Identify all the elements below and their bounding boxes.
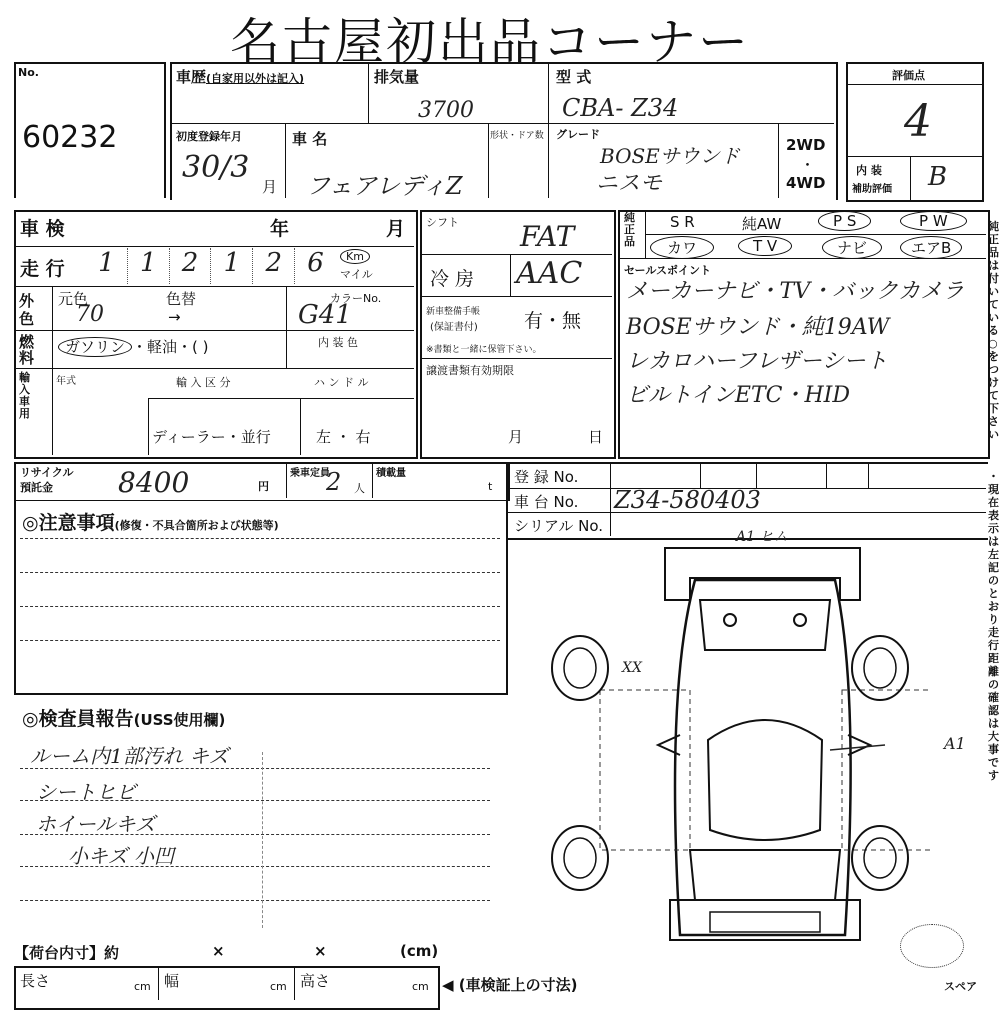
roof-outline xyxy=(708,720,822,840)
trunk-line xyxy=(700,600,830,650)
mileage-digits xyxy=(86,248,336,284)
dims-length-unit: cm xyxy=(134,980,151,993)
seats-unit: 人 xyxy=(354,482,365,495)
ruled-line xyxy=(20,606,500,607)
divider xyxy=(756,462,757,488)
import-label: 輸入車用 xyxy=(19,371,30,420)
mileage-label: 走 行 xyxy=(20,258,65,280)
dims-width-label: 幅 xyxy=(164,972,180,990)
spare-circle xyxy=(900,924,964,968)
divider xyxy=(645,234,986,235)
interior-label2: 補助評価 xyxy=(852,184,892,195)
divider xyxy=(700,462,701,488)
divider xyxy=(294,966,295,1000)
dims-note: ◀ (車検証上の寸法) xyxy=(442,976,578,994)
import-year-label: 年式 xyxy=(56,376,76,387)
caution-heading xyxy=(22,508,279,535)
import-kubun-value: ディーラー・並行 xyxy=(152,428,271,446)
divider xyxy=(372,462,373,498)
divider xyxy=(868,462,869,488)
ruled-line xyxy=(20,572,500,573)
displacement-label: 排気量 xyxy=(374,68,420,86)
ext-color-label: 外色 xyxy=(19,292,35,328)
fuel-other: ・軽油・( ) xyxy=(132,338,209,356)
sales-label: セールスポイント xyxy=(624,264,712,277)
hood xyxy=(690,850,840,900)
transfer-month: 月 xyxy=(508,428,524,446)
car-body xyxy=(675,580,851,935)
report-heading xyxy=(22,704,225,731)
manual-note: ※書類と一緒に保管下さい。 xyxy=(426,345,542,355)
model-value: CBA- Z34 xyxy=(562,94,679,122)
manual-label2: (保証書付) xyxy=(430,322,478,333)
divider xyxy=(778,123,779,198)
divider xyxy=(148,398,149,455)
ruled-line xyxy=(262,752,263,928)
mileage-digit: 1 xyxy=(86,248,128,284)
divider xyxy=(848,84,982,85)
report-label: ◎検査員報告 xyxy=(22,708,134,730)
displacement-value: 3700 xyxy=(418,98,474,123)
report-line: シートヒビ xyxy=(36,780,136,804)
tail-light xyxy=(724,614,736,626)
model-label: 型 式 xyxy=(556,68,592,86)
car-name-value: フェアレディZ xyxy=(306,172,463,200)
handle-label: ハ ン ド ル xyxy=(314,376,369,389)
divider xyxy=(148,398,414,399)
interior-color-label: 内 装 色 xyxy=(318,336,358,349)
sales-line: メーカーナビ・TV・バックカメラ xyxy=(626,279,965,304)
dims-width-unit: cm xyxy=(270,980,287,993)
mileage-digit: 2 xyxy=(170,248,212,284)
annotation-mark xyxy=(830,745,885,750)
shift-value: FAT xyxy=(520,220,575,253)
recycle-value: 8400 xyxy=(118,466,190,499)
wheel-rear-right-inner xyxy=(864,648,896,688)
dims-length-label: 長さ xyxy=(20,972,51,990)
seats-value: 2 xyxy=(326,468,342,496)
equip-sr: S R xyxy=(670,213,695,231)
inspection-year: 年 xyxy=(270,218,290,240)
divider xyxy=(14,286,414,287)
manual-label1: 新車整備手帳 xyxy=(426,307,481,317)
interior-label: 内 装 xyxy=(856,164,882,177)
tail-light xyxy=(794,614,806,626)
equip-ps: P S xyxy=(818,211,871,231)
dims-height-unit: cm xyxy=(412,980,429,993)
mileage-digit: 1 xyxy=(211,248,253,284)
lot-number: 60232 xyxy=(22,120,118,155)
divider xyxy=(170,123,834,124)
report-line: ホイールキズ xyxy=(36,812,156,836)
drive-dot: ・ xyxy=(800,156,816,174)
sales-line: ビルトインETC・HID xyxy=(626,383,850,408)
divider xyxy=(14,368,414,369)
score-label: 評価点 xyxy=(892,69,925,82)
caution-label: ◎注意事項 xyxy=(22,512,115,534)
wheel-rear-left xyxy=(552,636,608,700)
grille xyxy=(710,912,820,932)
diagram-note-left: XX xyxy=(622,660,642,676)
divider xyxy=(510,254,511,296)
wheel-front-right xyxy=(852,826,908,890)
divider xyxy=(488,123,489,198)
divider xyxy=(910,156,911,200)
score-box xyxy=(846,62,984,202)
cargo-x1: × xyxy=(212,942,225,960)
recycle-label2: 預託金 xyxy=(20,481,53,494)
interior-score-value: B xyxy=(928,162,948,192)
spare-label: スペア xyxy=(944,980,977,993)
mileage-unit-km: Km xyxy=(340,249,370,264)
rear-spoiler xyxy=(665,548,860,600)
wheel-front-right-inner xyxy=(864,838,896,878)
equip-label: 純正品 xyxy=(624,211,635,248)
manual-value: 有・無 xyxy=(524,310,582,332)
diagram-note-right: A1 xyxy=(944,734,966,753)
equip-tv: T V xyxy=(738,236,792,256)
dims-row xyxy=(14,966,440,1010)
mileage-digit: 6 xyxy=(307,248,324,278)
ext-color-change-label: 色替 xyxy=(166,290,197,308)
load-label: 積載量 xyxy=(376,468,406,479)
recycle-unit: 円 xyxy=(258,480,269,493)
grade-label: グレード xyxy=(556,128,600,141)
ruled-line xyxy=(20,538,500,539)
divider xyxy=(285,123,286,198)
first-reg-unit: 月 xyxy=(262,178,278,196)
color-no-value: G41 xyxy=(298,300,352,330)
dims-height-label: 高さ xyxy=(300,972,331,990)
ruled-line xyxy=(20,900,490,901)
mileage-unit-mile: マイル xyxy=(340,268,373,281)
divider xyxy=(52,286,53,455)
report-line: 小キズ 小凹 xyxy=(68,844,174,868)
ruled-line xyxy=(20,640,500,641)
mileage-digit: 1 xyxy=(128,248,170,284)
handle-value: 左 ・ 右 xyxy=(316,428,371,446)
no-label: No. xyxy=(18,66,39,79)
chassis-value: Z34-580403 xyxy=(614,486,761,514)
cargo-unit: (cm) xyxy=(400,942,439,960)
divider xyxy=(286,462,287,498)
inspection-label: 車 検 xyxy=(20,218,65,240)
divider xyxy=(610,462,611,536)
car-diagram xyxy=(530,540,930,945)
first-reg-value: 30/3 xyxy=(182,150,250,185)
sales-line: BOSEサウンド・純19AW xyxy=(626,315,890,340)
score-value: 4 xyxy=(904,96,932,147)
page-title: 名古屋初出品コーナー xyxy=(230,13,750,71)
fuel-label: 燃料 xyxy=(19,333,35,367)
wheel-front-left xyxy=(552,826,608,890)
ext-color-arrow: → xyxy=(168,308,181,326)
reg-no-label: 登 録 No. xyxy=(514,468,579,486)
divider xyxy=(300,398,301,455)
side-note: 純正品は付いている○をつけて下さい xyxy=(988,220,999,441)
divider xyxy=(420,358,612,359)
wheel-rear-left-inner xyxy=(564,648,596,688)
divider xyxy=(420,254,612,255)
history-label: 車歴(自家用以外は記入) xyxy=(176,68,305,86)
cargo-label: 【荷台内寸】約 xyxy=(14,944,120,962)
wheel-front-left-inner xyxy=(564,838,596,878)
seats-label: 乗車定員 xyxy=(290,468,330,479)
side-note: ・現在表示は左記のとおり走行距離の確認は大事です xyxy=(988,470,999,782)
ext-color-orig-label: 元色 xyxy=(58,290,89,308)
import-kubun-label: 輸 入 区 分 xyxy=(176,376,231,389)
no-box xyxy=(14,62,166,198)
chassis-label: 車 台 No. xyxy=(514,493,579,511)
drive-2wd: 2WD xyxy=(786,136,826,154)
divider xyxy=(826,462,827,488)
recycle-label1: リサイクル xyxy=(20,466,74,479)
shift-label: シフト xyxy=(426,216,459,229)
fuel-gasoline-circled: ガソリン xyxy=(58,337,132,357)
mileage-digit: 2 xyxy=(253,248,295,284)
load-unit: t xyxy=(488,480,493,493)
inspection-month: 月 xyxy=(386,218,406,240)
divider xyxy=(548,62,549,198)
grade-line1: BOSEサウンド xyxy=(600,144,740,168)
main-mid-box xyxy=(420,210,616,459)
divider xyxy=(420,296,612,297)
divider xyxy=(286,286,287,368)
divider xyxy=(14,330,414,331)
shape-label: 形状・ドア数 xyxy=(490,131,544,141)
equip-leather: カワ xyxy=(650,236,714,259)
transfer-day: 日 xyxy=(588,428,604,446)
sales-line: レカロハーフレザーシート xyxy=(626,349,888,374)
ac-label: 冷 房 xyxy=(430,268,475,290)
transfer-label: 譲渡書類有効期限 xyxy=(426,364,514,377)
equip-navi: ナビ xyxy=(822,236,882,259)
caution-note: (修復・不具合箇所および状態等) xyxy=(114,519,279,532)
divider xyxy=(158,966,159,1000)
report-note: (USS使用欄) xyxy=(133,711,226,729)
ac-value: AAC xyxy=(516,256,583,291)
drive-4wd: 4WD xyxy=(786,174,826,192)
equip-aw: 純AW xyxy=(742,215,782,233)
serial-label: シリアル No. xyxy=(514,517,604,535)
equip-airbag: エアB xyxy=(900,236,962,259)
ext-color-orig-value: 70 xyxy=(76,302,104,327)
grade-line2: ニスモ xyxy=(596,171,663,196)
fuel-gasoline xyxy=(58,336,209,357)
equip-pw: P W xyxy=(900,211,967,231)
divider xyxy=(14,246,414,247)
diagram-note-top: A1 ヒム xyxy=(736,529,788,545)
divider xyxy=(368,62,369,123)
divider xyxy=(848,156,982,157)
first-reg-label: 初度登録年月 xyxy=(176,130,242,143)
cargo-x2: × xyxy=(314,942,327,960)
car-name-label: 車 名 xyxy=(292,130,328,148)
report-line: ルーム内1部汚れ キズ xyxy=(30,744,229,768)
color-no-label: カラーNo. xyxy=(330,292,382,305)
